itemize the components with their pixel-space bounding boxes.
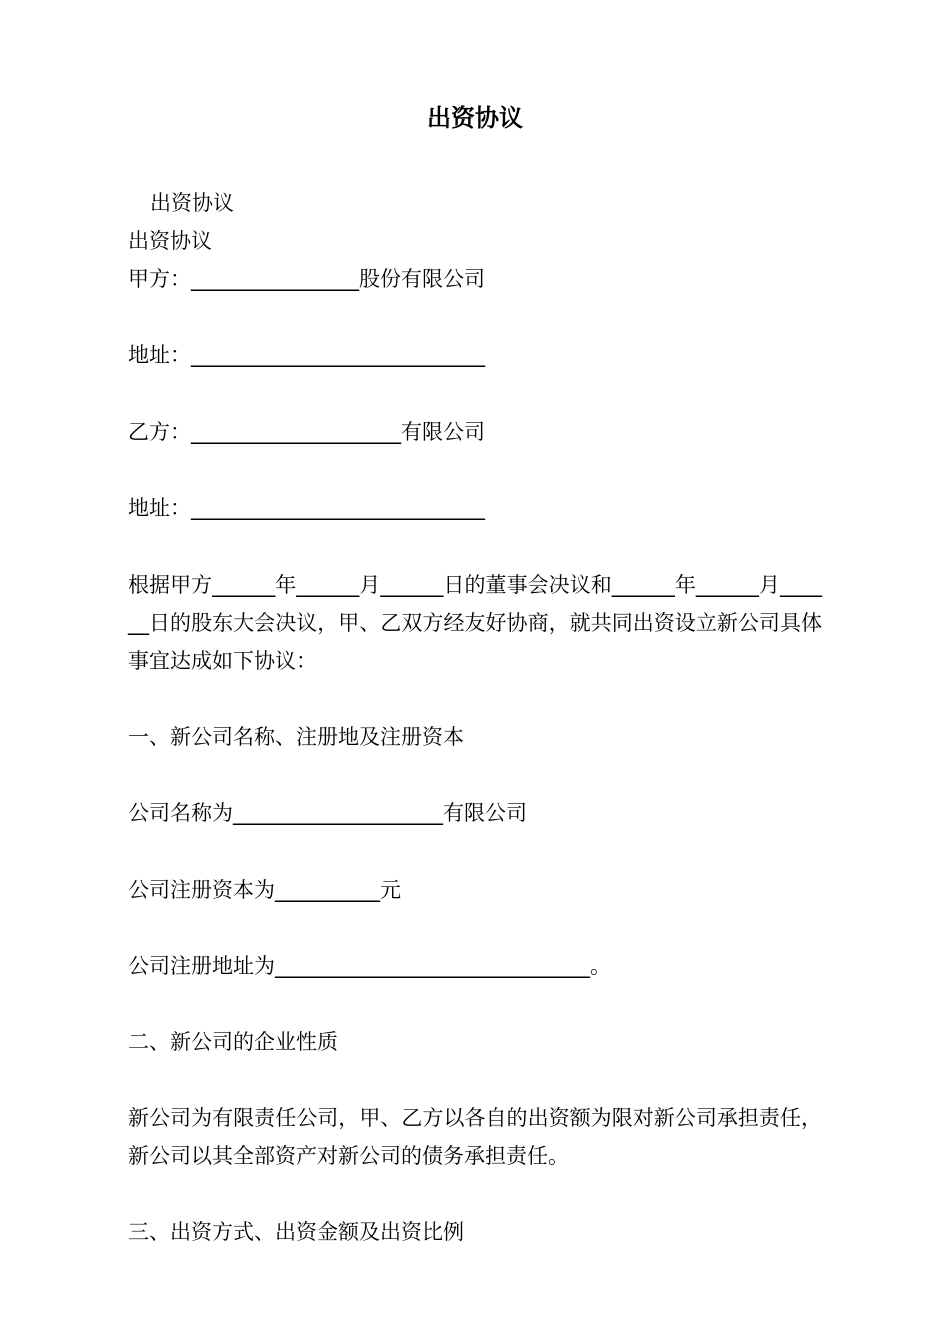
intro-paragraph: 根据甲方______年______月______日的董事会决议和______年______月______日的股东大会决议，甲、乙双方经友好协商，就共同出资设立新公司具体事宜达成如下协议：: [128, 573, 822, 673]
subtitle: 出资协议: [128, 229, 212, 253]
section-2-heading: 二、新公司的企业性质: [128, 1030, 338, 1054]
registered-capital-line: 公司注册资本为__________元: [128, 878, 401, 902]
party-b-line: 乙方：____________________有限公司: [128, 420, 485, 444]
party-a-line: 甲方：________________股份有限公司: [128, 267, 485, 291]
registered-address-line: 公司注册地址为______________________________。: [128, 954, 611, 978]
document-title: 出资协议: [427, 104, 523, 132]
company-name-line: 公司名称为____________________有限公司: [128, 801, 527, 825]
section-2-body: 新公司为有限责任公司，甲、乙方以各自的出资额为限对新公司承担责任，新公司以其全部资产对新公司的债务承担责任。: [128, 1106, 822, 1168]
section-1-heading: 一、新公司名称、注册地及注册资本: [128, 725, 464, 749]
party-b-address-line: 地址：____________________________: [128, 496, 485, 520]
subtitle-indented: 出资协议: [150, 191, 234, 215]
section-3-heading: 三、出资方式、出资金额及出资比例: [128, 1220, 464, 1244]
party-a-address-line: 地址：____________________________: [128, 343, 485, 367]
